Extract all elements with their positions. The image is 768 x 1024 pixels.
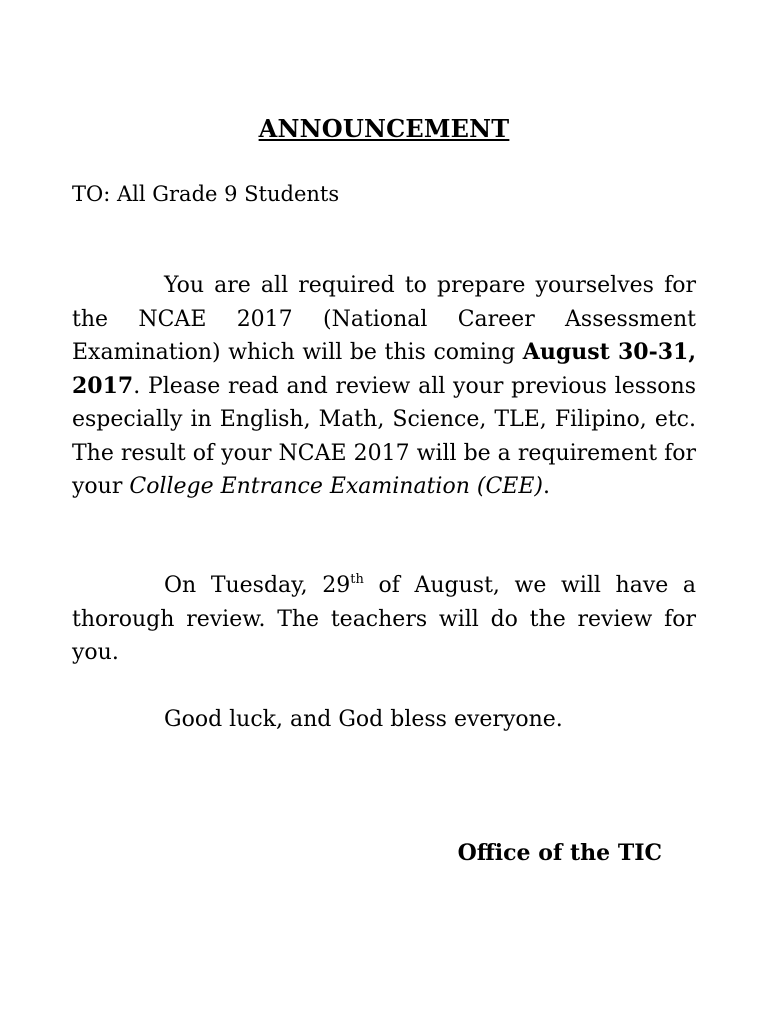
- paragraph-exam-notice-text-3: .: [543, 474, 550, 499]
- paragraph-review-notice-text-2: of August, we will have a thorough review. The teachers will do the review for you.: [72, 573, 697, 665]
- announcement-title: ANNOUNCEMENT: [258, 114, 510, 143]
- ordinal-suffix: th: [350, 571, 364, 587]
- paragraph-exam-notice: [72, 269, 696, 504]
- paragraph-review-notice-text-1: On Tuesday, 29: [164, 573, 351, 598]
- recipient-line: TO: All Grade 9 Students: [72, 182, 340, 206]
- paragraph-closing: Good luck, and God bless everyone.: [164, 707, 563, 732]
- paragraph-exam-notice-text-2: . Please read and review all your previous lessons especially in English, Math, Science, TLE, Filipino, etc. The result of your NCAE 2017 will be a requirement for your: [72, 373, 696, 499]
- exam-date: August 30-31, 2017: [72, 339, 697, 399]
- college-exam-name: College Entrance Examination (CEE): [129, 474, 543, 499]
- signature: Office of the TIC: [457, 840, 662, 866]
- paragraph-review-notice: [72, 569, 696, 670]
- paragraph-exam-notice-text-1: You are all required to prepare yourselves for the NCAE 2017 (National Career Assessment Examination) which will be this coming: [72, 273, 696, 365]
